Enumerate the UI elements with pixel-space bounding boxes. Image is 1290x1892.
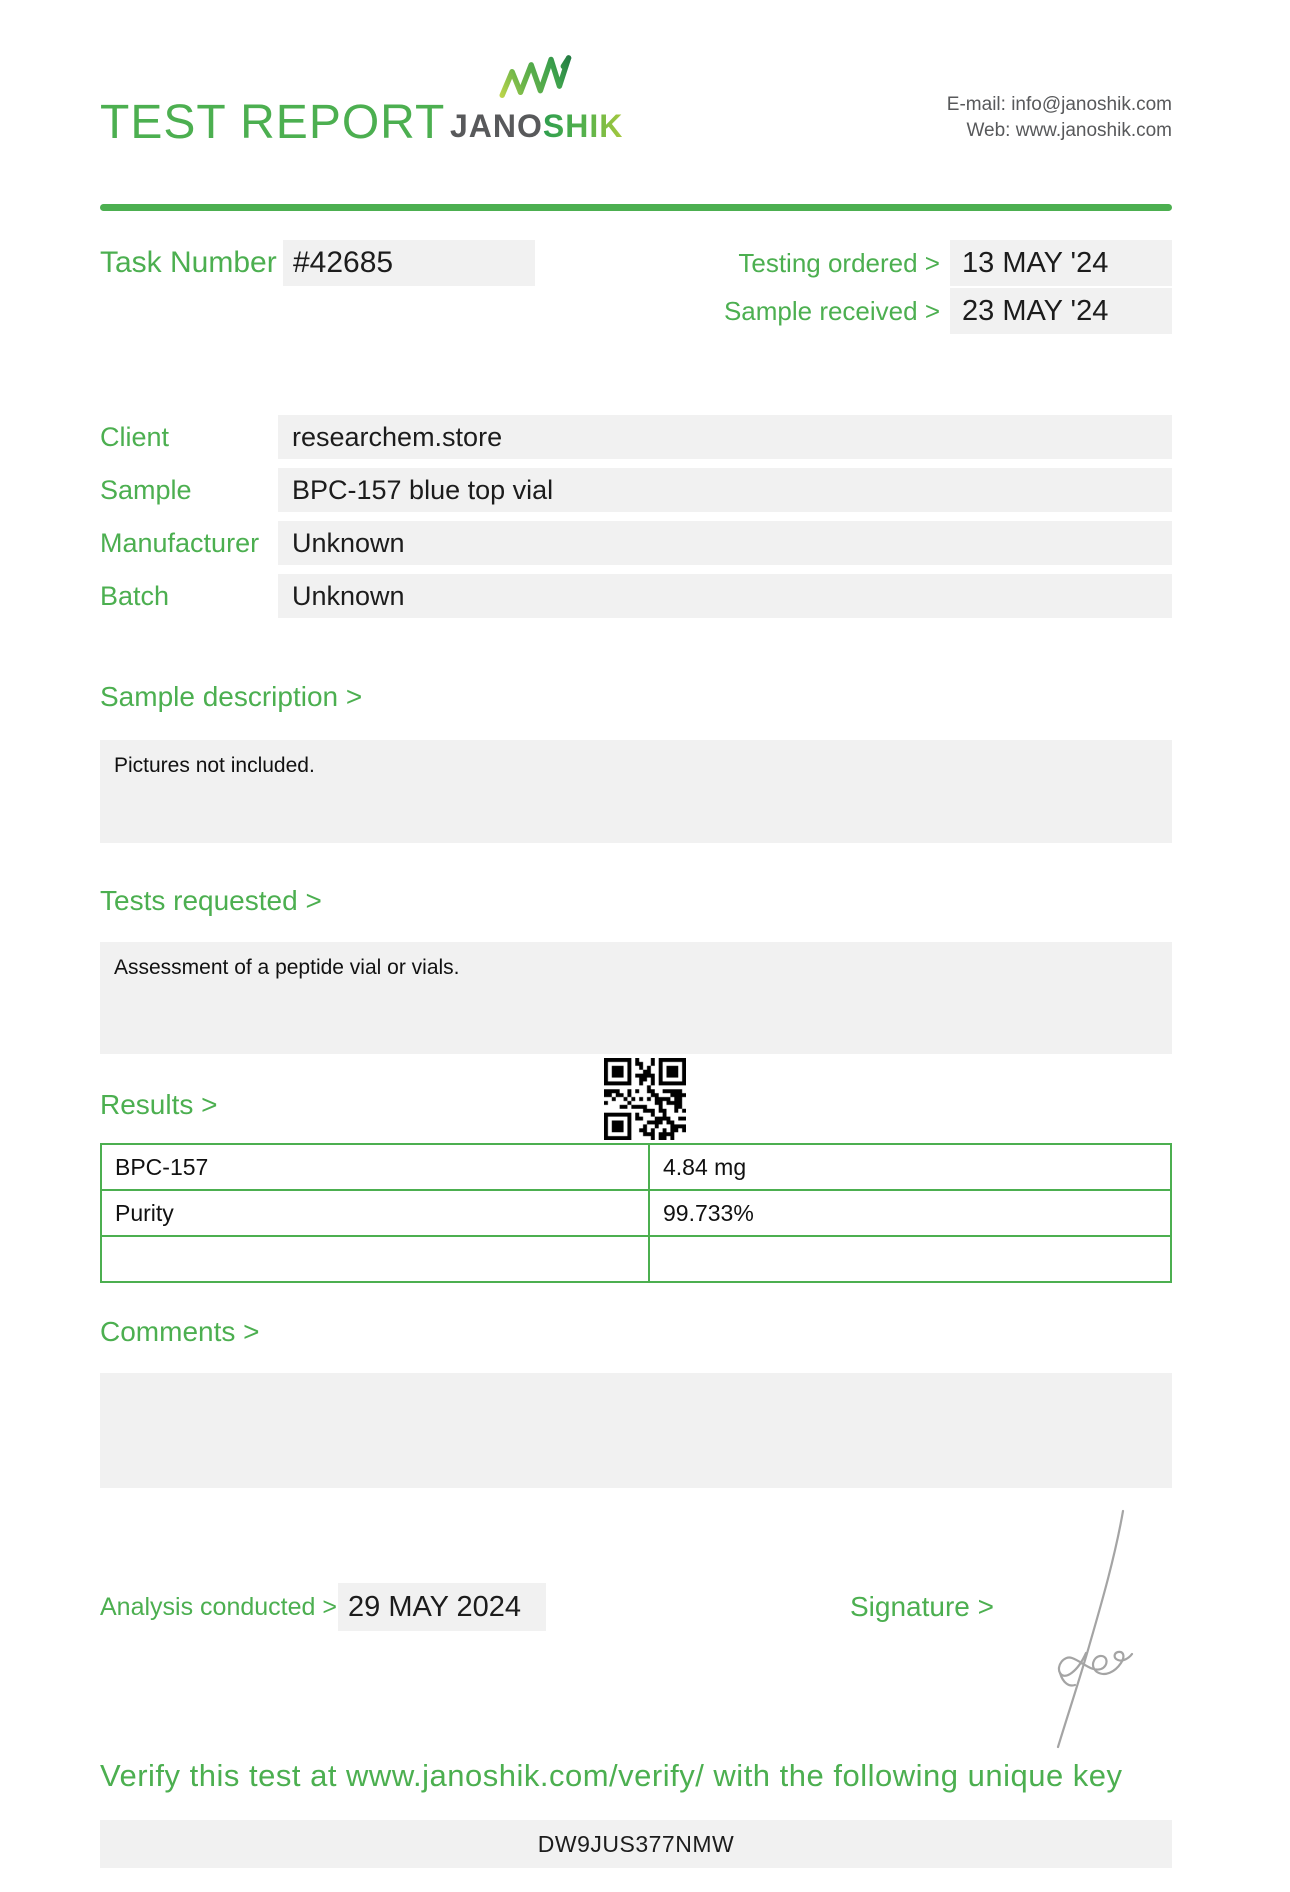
sample-value: BPC-157 blue top vial xyxy=(278,468,1172,512)
qr-code xyxy=(604,1058,686,1140)
testing-ordered-label: Testing ordered > xyxy=(738,248,940,278)
manufacturer-value: Unknown xyxy=(278,521,1172,565)
chart-growth-icon xyxy=(493,48,577,106)
verify-key: DW9JUS377NMW xyxy=(100,1820,1172,1868)
sample-received-value: 23 MAY '24 xyxy=(950,288,1172,334)
tests-requested-heading: Tests requested > xyxy=(100,885,322,916)
results-heading: Results > xyxy=(100,1089,218,1120)
logo-jano-text: JANO xyxy=(450,108,543,144)
analysis-conducted-value: 29 MAY 2024 xyxy=(338,1583,546,1631)
sample-label: Sample xyxy=(100,475,192,505)
task-number-value: #42685 xyxy=(283,240,535,286)
logo-wordmark xyxy=(450,108,624,145)
table-row xyxy=(101,1144,1171,1190)
analysis-conducted-label: Analysis conducted > xyxy=(100,1593,337,1621)
sample-received-label: Sample received > xyxy=(723,296,940,326)
result-value: 99.733% xyxy=(649,1190,1171,1236)
tests-requested-box: Assessment of a peptide vial or vials. xyxy=(100,942,1172,1054)
results-table xyxy=(100,1143,1172,1283)
contact-email: E-mail: info@janoshik.com xyxy=(946,94,1172,115)
client-label: Client xyxy=(100,422,170,452)
logo-shik-text: SHIK xyxy=(542,108,624,144)
result-value: 4.84 mg xyxy=(649,1144,1171,1190)
verify-instruction: Verify this test at www.janoshik.com/verify/ with the following unique key xyxy=(100,1758,1123,1793)
signature-label: Signature > xyxy=(850,1591,994,1622)
testing-ordered-value: 13 MAY '24 xyxy=(950,240,1172,286)
page-title: TEST REPORT xyxy=(100,96,446,149)
result-value xyxy=(649,1236,1171,1282)
result-name: Purity xyxy=(101,1190,649,1236)
janoshik-logo xyxy=(450,48,624,145)
contact-web: Web: www.janoshik.com xyxy=(966,120,1172,141)
handwritten-signature xyxy=(1015,1505,1165,1755)
batch-label: Batch xyxy=(100,581,170,611)
task-number-label: Task Number xyxy=(100,246,277,279)
table-row xyxy=(101,1190,1171,1236)
result-name: BPC-157 xyxy=(101,1144,649,1190)
manufacturer-label: Manufacturer xyxy=(100,528,260,558)
sample-description-heading: Sample description > xyxy=(100,681,363,712)
comments-box xyxy=(100,1373,1172,1488)
client-value: researchem.store xyxy=(278,415,1172,459)
contact-info xyxy=(760,92,1172,144)
sample-description-box: Pictures not included. xyxy=(100,740,1172,843)
comments-heading: Comments > xyxy=(100,1316,260,1347)
table-row xyxy=(101,1236,1171,1282)
batch-value: Unknown xyxy=(278,574,1172,618)
result-name xyxy=(101,1236,649,1282)
header-divider xyxy=(100,204,1172,211)
